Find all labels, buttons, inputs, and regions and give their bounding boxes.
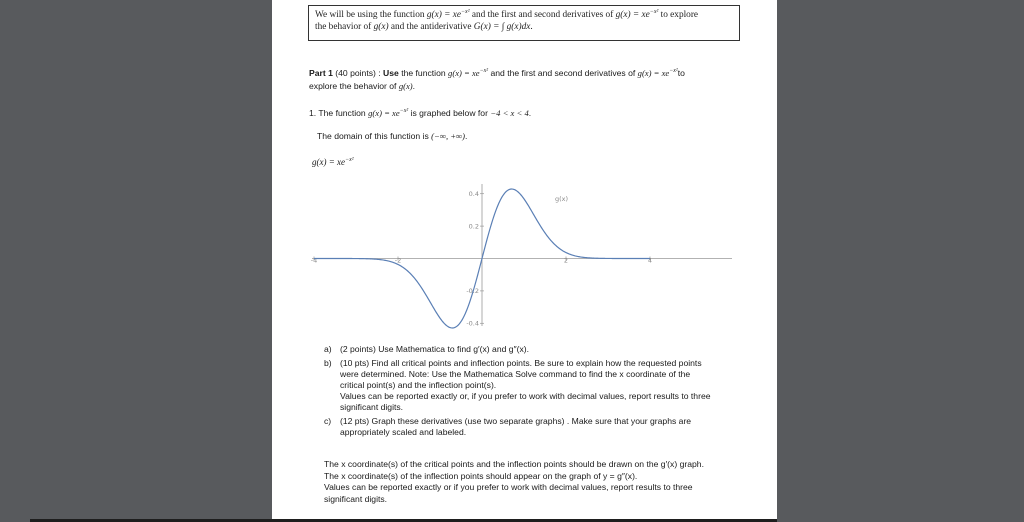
intro-exponent: −x² <box>649 9 659 15</box>
intro-line-1 <box>315 9 733 21</box>
part1-text: explore the behavior of <box>309 81 399 91</box>
note-line: Values can be reported exactly or if you prefer to work with decimal values, report results to three <box>324 482 693 492</box>
domain-text: The domain of this function is <box>317 131 432 141</box>
graph-title-function: g(x) = xe <box>312 157 346 167</box>
question-list <box>324 344 764 441</box>
part1-text: to <box>677 68 685 78</box>
note-line: significant digits. <box>324 493 388 504</box>
intro-text: and the first and second derivatives of <box>469 10 616 20</box>
question-b <box>324 358 764 413</box>
intro-function: g(x) <box>373 22 389 32</box>
item-1 <box>309 108 531 119</box>
intro-exponent: −x² <box>460 9 470 15</box>
intro-function: g(x) = xe <box>615 10 650 20</box>
part1-exponent: −x² <box>479 68 489 74</box>
antiderivative: G(x) = ∫ g(x)dx <box>473 22 531 32</box>
item1-text: . <box>528 108 532 118</box>
part1-text: the function <box>398 68 449 78</box>
question-line: critical point(s) and the inflection point(s). <box>340 380 497 390</box>
question-line: (2 points) Use Mathematica to find g′(x) and g″(x). <box>340 344 530 354</box>
x-tick-label: -2 <box>394 256 402 265</box>
document-page <box>272 0 777 522</box>
intro-function: g(x) = xe <box>426 10 461 20</box>
item1-text: 1. The function <box>309 108 369 118</box>
y-tick-label: 0.2 <box>468 222 479 231</box>
part1-text: and the first and second derivatives of <box>488 68 638 78</box>
question-label: a) <box>324 344 332 354</box>
x-tick-label: -4 <box>310 256 318 265</box>
part1-line-2 <box>309 81 415 92</box>
intro-text: We will be using the function <box>315 10 427 20</box>
intro-line-2 <box>315 21 733 33</box>
intro-text: the behavior of <box>315 22 374 32</box>
question-label: c) <box>324 416 332 426</box>
intro-text: and the antiderivative <box>388 22 474 32</box>
part1-line-1 <box>309 68 685 79</box>
question-c <box>324 416 764 438</box>
item1-range: −4 < x < 4 <box>490 108 529 118</box>
graph-title-exponent: −x² <box>345 157 354 163</box>
part1-function: g(x) <box>398 81 413 91</box>
function-plot <box>272 180 777 330</box>
item1-exponent: −x² <box>399 108 409 114</box>
part1-use: Use <box>383 68 399 78</box>
x-tick-label: 2 <box>563 256 569 265</box>
intro-text: . <box>530 22 533 32</box>
y-tick-label: -0.4 <box>466 319 479 328</box>
question-line: appropriately scaled and labeled. <box>340 427 467 437</box>
question-line: significant digits. <box>340 402 404 412</box>
x-tick-label: 4 <box>647 256 653 265</box>
intro-text: to explore <box>658 10 699 20</box>
item1-text: is graphed below for <box>408 108 491 118</box>
question-line: (12 pts) Graph these derivatives (use two separate graphs) . Make sure that your graphs are <box>340 416 692 426</box>
note-line: The x coordinate(s) of the inflection points should appear on the graph of y = g″(x). <box>324 470 638 481</box>
y-tick-label: -0.2 <box>466 287 479 296</box>
question-label: b) <box>324 358 332 368</box>
domain-range: (−∞, +∞) <box>431 131 466 141</box>
instructions-note <box>324 459 764 505</box>
note-line: The x coordinate(s) of the critical points and the inflection points should be drawn on the g′(x) graph. <box>324 459 704 469</box>
question-line: were determined. Note: Use the Mathematica Solve command to find the x coordinate of the <box>340 369 691 379</box>
part1-function: g(x) = xe <box>448 68 480 78</box>
part1-label: Part 1 <box>309 68 333 78</box>
part1-points: (40 points) : <box>332 68 384 78</box>
question-a <box>324 344 764 355</box>
part1-text: . <box>412 81 416 91</box>
intro-box <box>308 5 740 41</box>
part1-function: g(x) = xe <box>637 68 670 78</box>
y-tick-label: 0.4 <box>468 190 479 198</box>
domain-line <box>317 131 467 142</box>
item1-function: g(x) = xe <box>368 108 400 118</box>
question-line: (10 pts) Find all critical points and inflection points. Be sure to explain how the requested points <box>340 358 702 368</box>
question-line: Values can be reported exactly or, if you prefer to work with decimal values, report results to three <box>340 391 711 401</box>
part1-exponent: −x² <box>669 68 678 74</box>
domain-text: . <box>465 131 468 141</box>
curve-label: g(x) <box>555 195 569 203</box>
graph-title <box>312 157 354 168</box>
